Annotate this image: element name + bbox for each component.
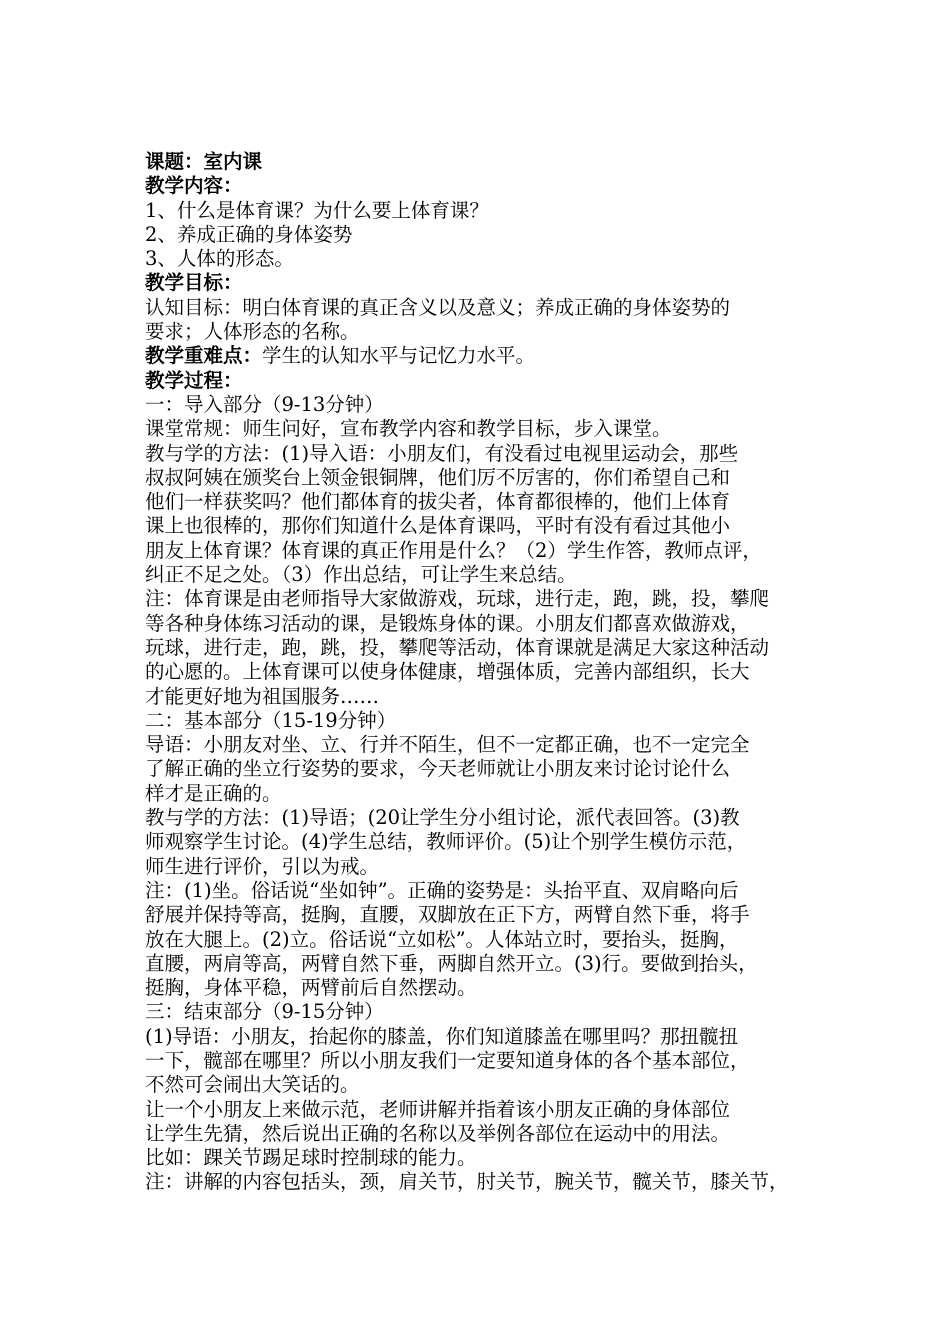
text-line: 注：(1)坐。俗话说“坐如钟”。正确的姿势是：头抬平直、双肩略向后 (145, 878, 739, 902)
text-line: 课上也很棒的，那你们知道什么是体育课吗，平时有没有看过其他小 (145, 514, 731, 538)
text-line: 师生进行评价，引以为戒。 (145, 854, 380, 878)
section-heading: 教学内容： (145, 174, 243, 198)
text-line: 放在大腿上。(2)立。俗话说“立如松”。人体站立时，要抬头，挺胸， (145, 927, 739, 951)
section-heading: 教学目标： (145, 271, 243, 295)
text-line: 注：讲解的内容包括头，颈，肩关节，肘关节，腕关节，髋关节，膝关节， (145, 1170, 789, 1194)
text-line: 要求；人体形态的名称。 (145, 320, 360, 344)
text-line: 挺胸，身体平稳，两臂前后自然摆动。 (145, 976, 477, 1000)
text-line: 比如：踝关节踢足球时控制球的能力。 (145, 1146, 477, 1170)
section-heading: 课题：室内课 (145, 150, 263, 173)
text-line: 二：基本部分（15-19分钟） (145, 708, 397, 732)
text-line: 导语：小朋友对坐、立、行并不陌生，但不一定都正确，也不一定完全 (145, 733, 750, 757)
text-line: 一：导入部分（9-13分钟） (145, 392, 384, 416)
text-line: 2、养成正确的身体姿势 (145, 222, 353, 246)
text-line: 了解正确的坐立行姿势的要求，今天老师就让小朋友来讨论讨论什么 (145, 757, 731, 781)
text-line: 注：体育课是由老师指导大家做游戏，玩球，进行走，跑，跳，投，攀爬 (145, 587, 770, 611)
text-line: 1、什么是体育课？为什么要上体育课？ (145, 198, 489, 222)
text-line: 玩球，进行走，跑，跳，投，攀爬等活动，体育课就是满足大家这种活动 (145, 635, 770, 659)
text-line: 一下，髋部在哪里？所以小朋友我们一定要知道身体的各个基本部位， (145, 1048, 750, 1072)
text-line: 纠正不足之处。（3）作出总结，可让学生来总结。 (145, 563, 577, 587)
text-line: 让一个小朋友上来做示范，老师讲解并指着该小朋友正确的身体部位 (145, 1097, 731, 1121)
document-page (145, 150, 815, 1195)
text-line: 的心愿的。上体育课可以使身体健康，增强体质，完善内部组织，长大 (145, 660, 750, 684)
inline-heading: 教学重难点： (145, 344, 263, 368)
text-line: 3、人体的形态。 (145, 247, 294, 271)
text-line: 等各种身体练习活动的课，是锻炼身体的课。小朋友们都喜欢做游戏， (145, 611, 750, 635)
text-line: 舒展并保持等高，挺胸，直腰，双脚放在正下方，两臂自然下垂，将手 (145, 903, 750, 927)
text-line: 朋友上体育课？体育课的真正作用是什么？（2）学生作答，教师点评， (145, 538, 762, 562)
text-line (145, 344, 815, 368)
inline-text: 学生的认知水平与记忆力水平。 (262, 344, 536, 368)
text-line: 课堂常规：师生问好，宣布教学内容和教学目标，步入课堂。 (145, 417, 672, 441)
text-line: 直腰，两肩等高，两臂自然下垂，两脚自然开立。(3)行。要做到抬头， (145, 951, 758, 975)
section-heading: 教学过程： (145, 368, 243, 392)
text-line: 教与学的方法：(1)导入语：小朋友们，有没看过电视里运动会，那些 (145, 441, 739, 465)
text-line: 教与学的方法：(1)导语；(20让学生分小组讨论，派代表回答。(3)教 (145, 806, 740, 830)
text-line: 三：结束部分（9-15分钟） (145, 1000, 384, 1024)
text-line: 样才是正确的。 (145, 781, 282, 805)
text-line: (1)导语：小朋友，抬起你的膝盖，你们知道膝盖在哪里吗？那扭髋扭 (145, 1024, 739, 1048)
text-line: 叔叔阿姨在颁奖台上领金银铜牌，他们厉不厉害的，你们希望自己和 (145, 465, 731, 489)
text-line: 他们一样获奖吗？他们都体育的拔尖者，体育都很棒的，他们上体育 (145, 490, 731, 514)
text-line: 认知目标：明白体育课的真正含义以及意义；养成正确的身体姿势的 (145, 295, 731, 319)
text-line: 师观察学生讨论。(4)学生总结，教师评价。(5)让个别学生模仿示范， (145, 830, 747, 854)
text-line: 不然可会闹出大笑话的。 (145, 1073, 360, 1097)
text-line: 让学生先猜，然后说出正确的名称以及举例各部位在运动中的用法。 (145, 1121, 731, 1145)
text-line: 才能更好地为祖国服务…… (145, 684, 380, 708)
